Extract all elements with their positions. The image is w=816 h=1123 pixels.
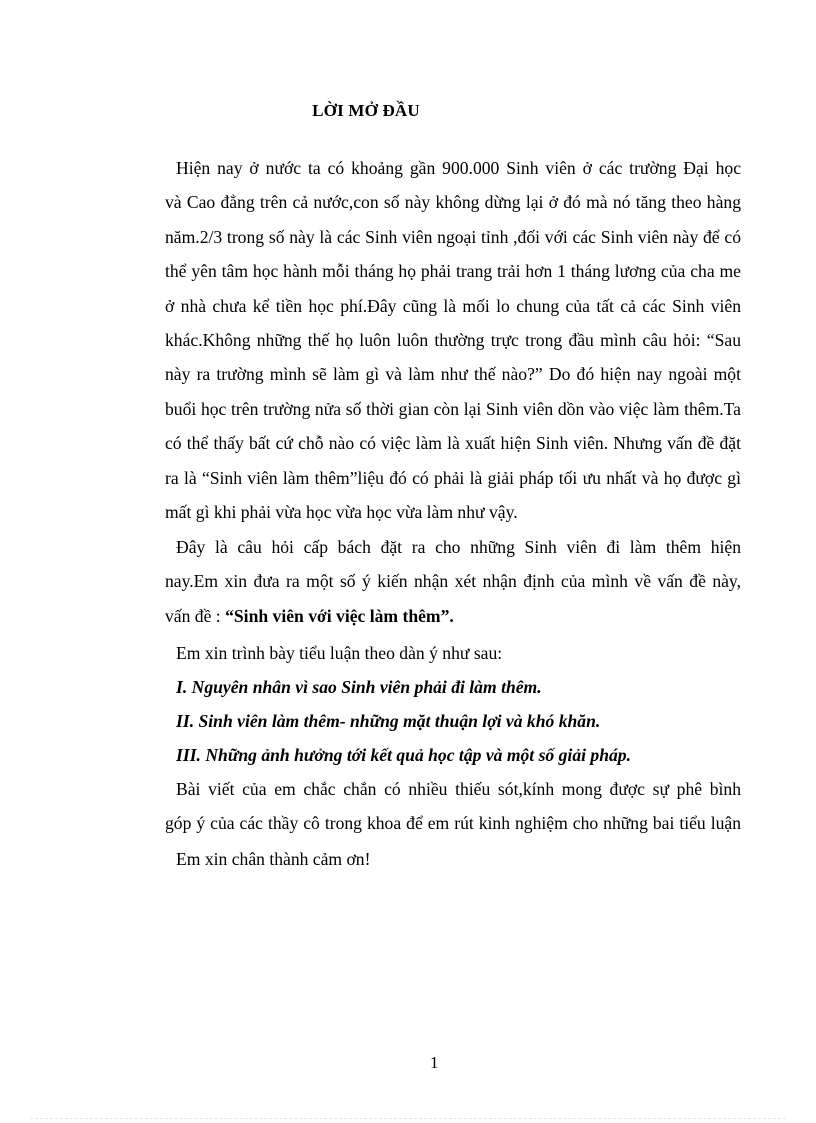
paragraph-1-line: và Cao đẳng trên cả nước,con số này không dừng lại ở đó mà nó tăng theo hàng bbox=[165, 192, 741, 213]
outline-item: III. Những ảnh hưởng tới kết quả học tập và một số giải pháp. bbox=[176, 745, 631, 765]
closing-first-line-wrap bbox=[176, 772, 741, 806]
closing-line: Bài viết của em chắc chắn có nhiều thiếu sót,kính mong được sự phê bình bbox=[176, 779, 741, 799]
paragraph-2-line: nay.Em xin đưa ra một số ý kiến nhận xét nhận định của mình về vấn đề này, bbox=[165, 571, 741, 592]
paragraph-1-line: ra là “Sinh viên làm thêm”liệu đó có phải là giải pháp tối ưu nhất và họ được gì bbox=[165, 467, 741, 488]
paragraph-1-line: Hiện nay ở nước ta có khoảng gần 900.000 Sinh viên ở các trường Đại học bbox=[176, 158, 741, 178]
paragraph-1-line: thể yên tâm học hành mỗi tháng họ phải trang trải hơn 1 tháng lương của cha me bbox=[165, 261, 741, 282]
paragraph-2-last-prefix: vấn đề : bbox=[165, 605, 226, 626]
paragraph-1-body bbox=[165, 185, 741, 529]
essay-topic: “Sinh viên với việc làm thêm”. bbox=[225, 605, 454, 626]
paragraph-1-line: này ra trường mình sẽ làm gì và làm như thế nào?” Do đó hiện nay ngoài một bbox=[165, 364, 741, 385]
page-bottom-divider bbox=[30, 1118, 786, 1119]
paragraph-1-line: mất gì khi phải vừa học vừa học vừa làm như vậy. bbox=[165, 501, 518, 522]
paragraph-1-line: khác.Không những thế họ luôn luôn thường trực trong đầu mình câu hỏi: “Sau bbox=[165, 329, 741, 350]
paragraph-1-line: năm.2/3 trong số này là các Sinh viên ngoại tỉnh ,đối với các Sinh viên này để có bbox=[165, 226, 741, 247]
outline-intro: Em xin trình bày tiểu luận theo dàn ý như sau: bbox=[176, 643, 503, 663]
closing-body bbox=[165, 806, 741, 840]
outline-item: II. Sinh viên làm thêm- những mặt thuận lợi và khó khăn. bbox=[176, 711, 601, 731]
paragraph-1-line: ở nhà chưa kể tiền học phí.Đây cũng là mối lo chung của tất cả các Sinh viên bbox=[165, 295, 741, 316]
paragraph-2-last-line bbox=[165, 599, 741, 633]
page-number: 1 bbox=[430, 1053, 439, 1072]
thanks-line: Em xin chân thành cảm ơn! bbox=[176, 849, 371, 869]
paragraph-2-body bbox=[165, 564, 741, 633]
paragraph-1-line: có thể thấy bất cứ chỗ nào có việc làm là xuất hiện Sinh viên. Nhưng vấn đề đặt bbox=[165, 433, 741, 454]
paragraph-2-line: Đây là câu hỏi cấp bách đặt ra cho những Sinh viên đi làm thêm hiện bbox=[176, 537, 741, 557]
closing-line: góp ý của các thầy cô trong khoa để em rút kinh nghiệm cho những bai tiểu luận bbox=[165, 813, 741, 834]
paragraph-1-line: buổi học trên trường nửa số thời gian còn lại Sinh viên dồn vào việc làm thêm.Ta bbox=[165, 398, 741, 419]
paragraph-1-first-line-wrap bbox=[176, 151, 741, 185]
paragraph-2-first-line-wrap bbox=[176, 530, 741, 564]
page-title: LỜI MỞ ĐẦU bbox=[312, 101, 420, 120]
outline-item: I. Nguyên nhân vì sao Sinh viên phải đi làm thêm. bbox=[176, 677, 542, 697]
